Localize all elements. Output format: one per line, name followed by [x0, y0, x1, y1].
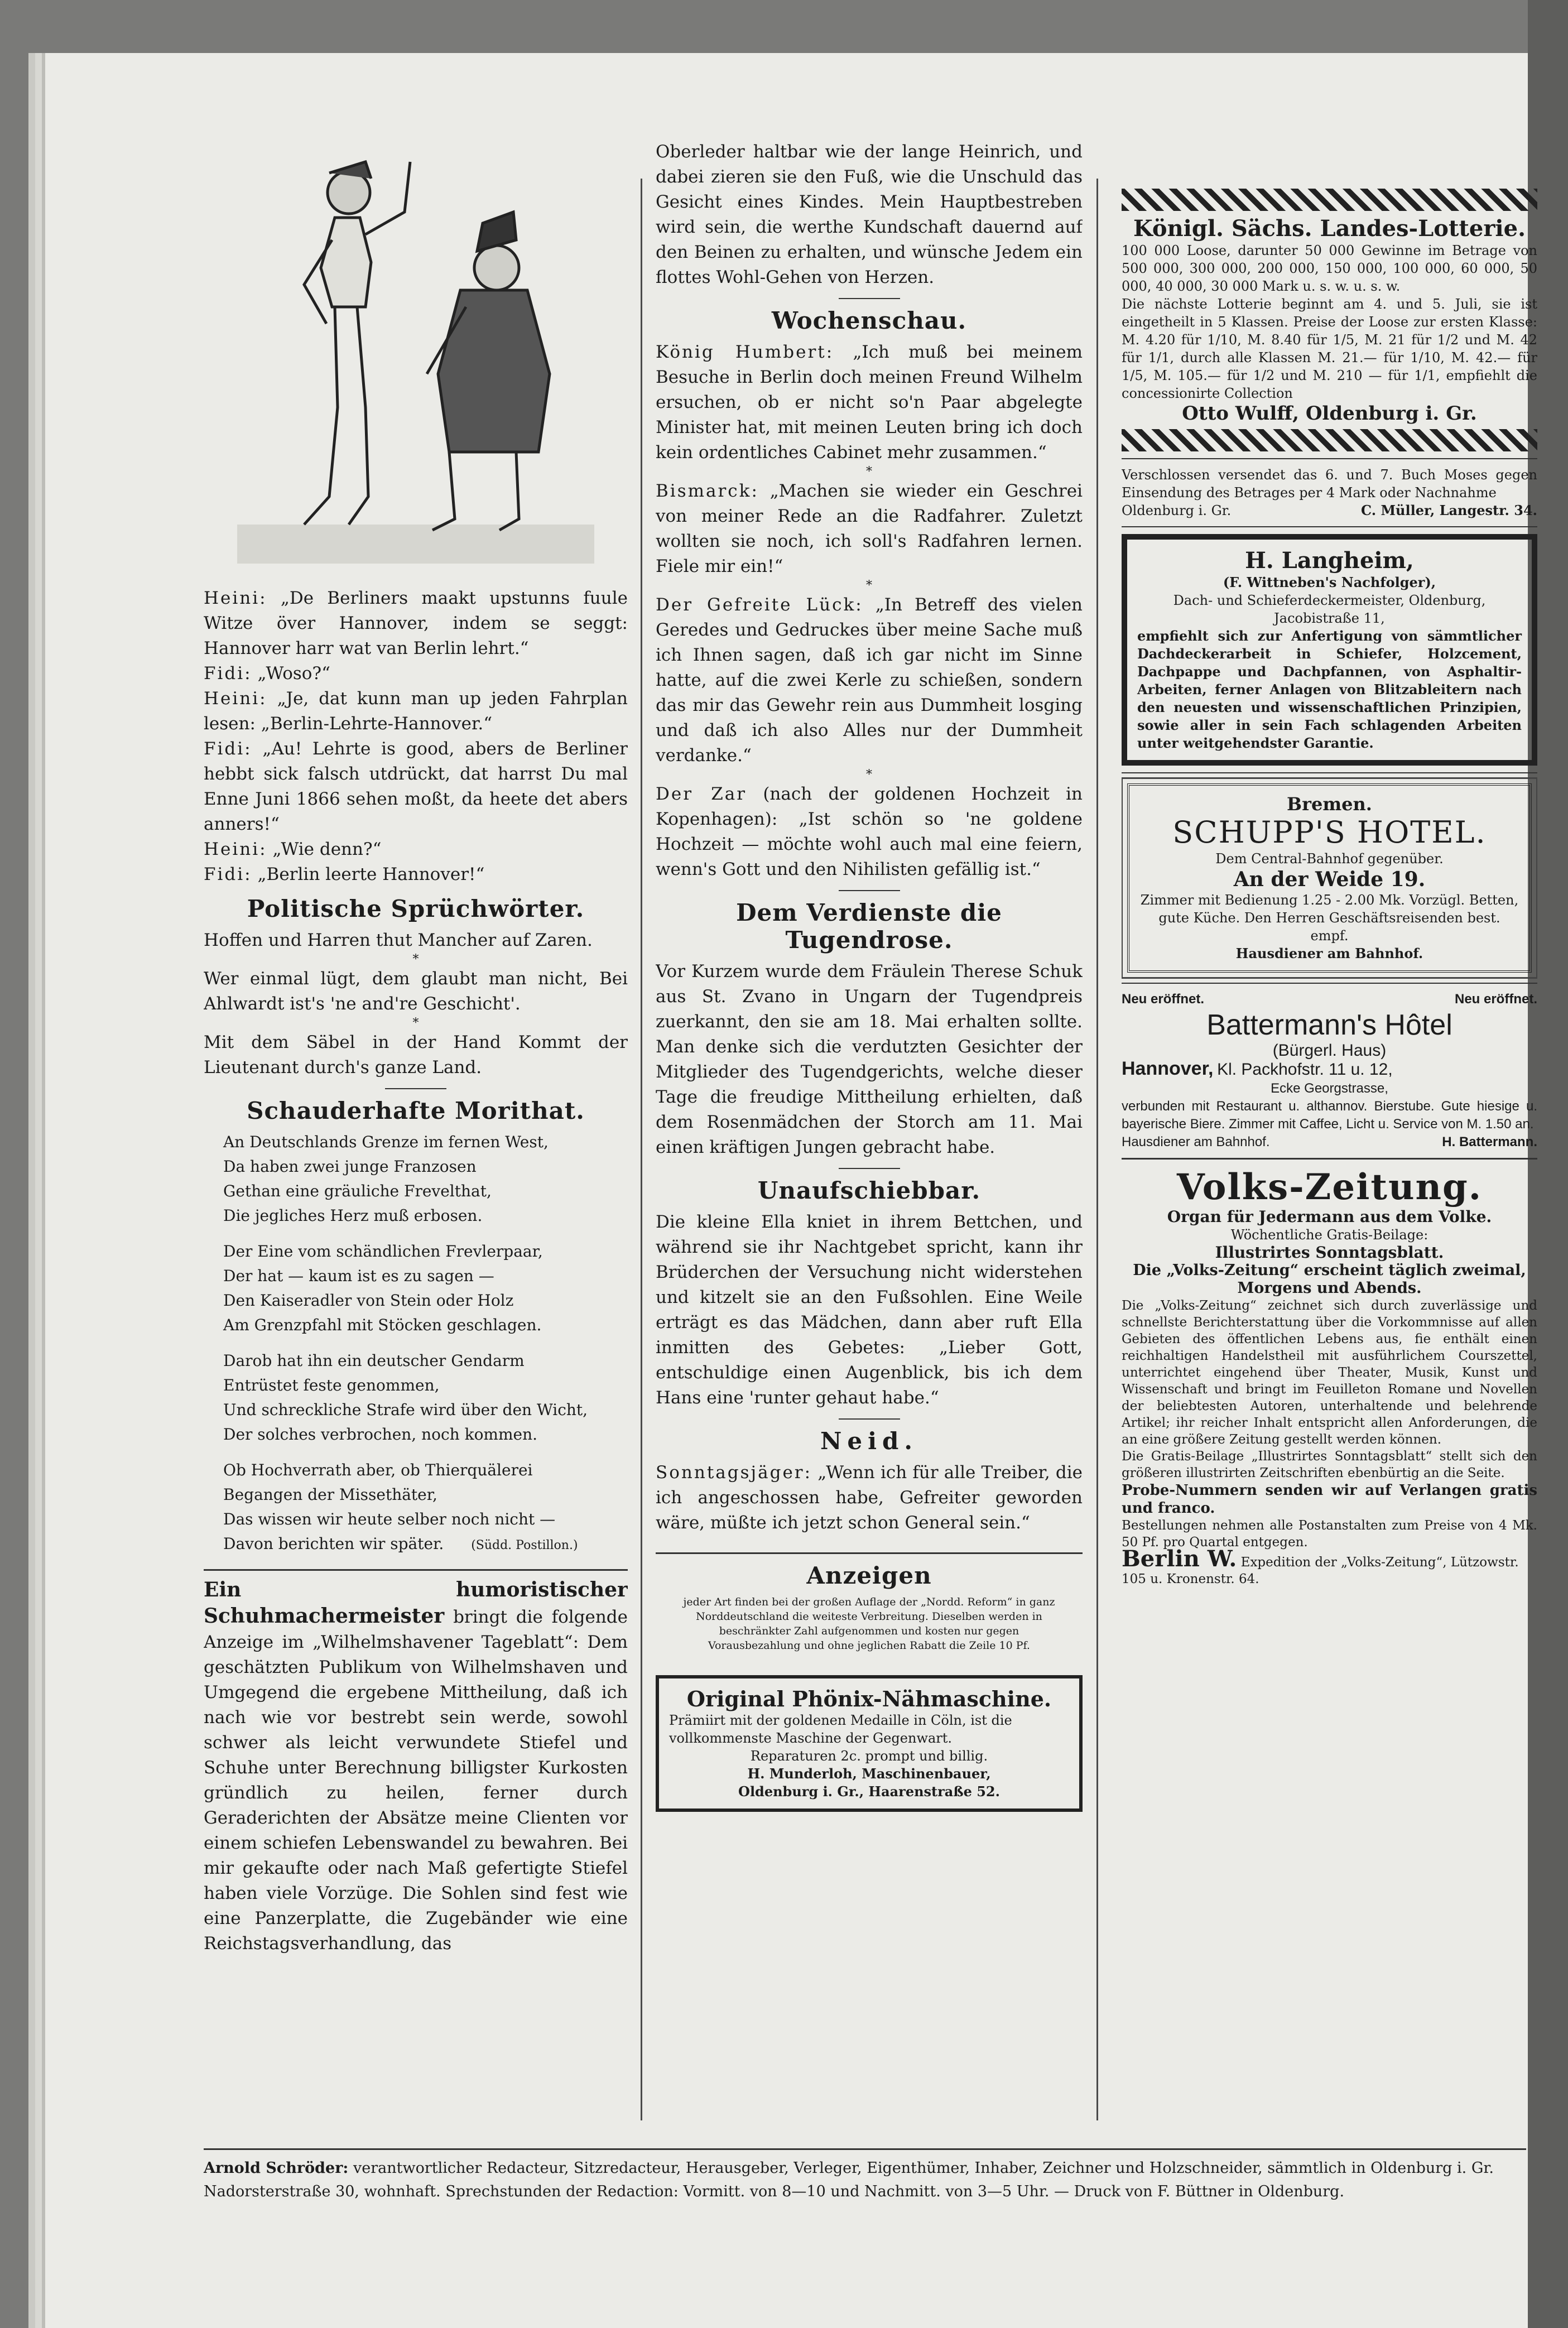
column-2 — [656, 140, 1083, 1812]
poem-line: Entrüstet feste genommen, — [223, 1376, 440, 1394]
dialog-line: Heini: „De Berliners maakt upstunns fuule Witze över Hannover, indem se seggt: Hannover harr wat van Berlin lehrt.“ — [204, 588, 628, 658]
wochenschau-item: König Humbert: „Ich muß bei meinem Besuche in Berlin doch meinen Freund Wilhelm ersuchen, ob er nicht so'n Paar abgelegte Minister hat, mit meinen Leuten bring ich doch kein ordentliches Cabinet mehr zusammen.“ — [656, 342, 1083, 463]
schuh-article: Ein humoristischer Schuhmachermeister bringt die folgende Anzeige im „Wilhelmshavener Tageblatt“: Dem geschätzten Publikum von Wilhelmshaven und Umgegend die ergebene Mittheilung, daß ich nach wie vor bestrebt sein werde, sowohl schwer als leicht verwundete Stiefel und Schuhe unter Berechnung billigster Kurkosten gründlich zu heilen, ferner durch Geraderichten der Absätze meine Clienten vor einem schiefen Lebenswandel zu bewahren. Bei mir gekaufte oder nach Maß gefertigte Stiefel haben viele Vorzüge. Die Sohlen sind fest wie eine Panzerplatte, die Zugebänder wie eine Reichstagsverhandlung, das — [204, 1578, 628, 1954]
phoenix-firm: H. Munderloh, Maschinenbauer, — [747, 1766, 991, 1782]
section-divider — [385, 1088, 446, 1089]
poem-line: Und schreckliche Strafe wird über den Wicht, — [223, 1401, 588, 1419]
verschlossen-footer: Oldenburg i. Gr. C. Müller, Langestr. 34. — [1122, 502, 1537, 518]
poem-line: An Deutschlands Grenze im fernen West, — [223, 1133, 549, 1151]
unaufschiebbar-text: Die kleine Ella kniet in ihrem Bettchen, und während sie ihr Nachtgebet spricht, kann ihr Brüderchen der Versuchung nicht widerstehen und kitzelt sie an den Fußsohlen. Eine Weile erträgt es das Mädchen, dann aber ruft Ella inmitten des Gebetes: „Lieber Gott, entschuldige einen Augenblick, bis ich dem Hans eine 'runter gehaut habe.“ — [656, 1212, 1083, 1408]
moritat-heading: Schauderhafte Morithat. — [247, 1097, 585, 1124]
vz-probe: Probe-Nummern senden wir auf Verlangen gratis und franco. — [1122, 1482, 1537, 1517]
langheim-ad — [1122, 534, 1537, 766]
section-divider — [1122, 1158, 1537, 1160]
spruch-3: Mit dem Säbel in der Hand Kommt der Lieutenant durch's ganze Land. — [204, 1032, 628, 1078]
section-divider — [839, 890, 900, 891]
poem-line: Begangen der Missethäter, — [223, 1485, 437, 1504]
column-rule-1 — [641, 179, 642, 2120]
hotel-location: Dem Central-Bahnhof gegenüber. — [1215, 851, 1444, 867]
section-divider — [204, 1569, 628, 1571]
hotel-hausdiener: Hausdiener am Bahnhof. — [1235, 945, 1423, 961]
phoenix-title: Original Phönix-Nähmaschine. — [686, 1686, 1052, 1711]
imprint-text: verantwortlicher Redacteur, Sitzredacteur, Herausgeber, Verleger, Eigenthümer, Inhaber, Zeichner und Holzschneider, sämmtlich in Oldenburg i. Gr. Nadorsterstraße 30, wohnhaft. Sprechstunden der Redaction: Vormitt. von 8—10 und Nachmitt. von 3—5 Uhr. — Druck von F. Büttner in Oldenburg. — [204, 2159, 1494, 2200]
tugendrose-heading: Dem Verdienste die Tugendrose. — [736, 899, 1002, 954]
hotel-text: Zimmer mit Bedienung 1.25 - 2.00 Mk. Vorzügl. Betten, gute Küche. Den Herren Geschäftsreisenden best. empf. — [1140, 892, 1519, 944]
battermann-ad — [1122, 990, 1537, 1151]
spruch-2: Wer einmal lügt, dem glaubt man nicht, Bei Ahlwardt ist's 'ne and're Geschicht'. — [204, 969, 628, 1014]
langheim-desc: Dach- und Schieferdeckermeister, Oldenburg, Jacobistraße 11, — [1173, 593, 1486, 626]
volkszeitung-ad — [1122, 1166, 1537, 1588]
star-divider: * — [412, 953, 419, 966]
battermann-sub: (Bürgerl. Haus) — [1272, 1041, 1387, 1060]
battermann-corner: Ecke Georgstrasse, — [1271, 1081, 1388, 1096]
unaufschiebbar-heading: Unaufschiebbar. — [757, 1177, 981, 1204]
dialog-line: Heini: „Je, dat kunn man up jeden Fahrplan lesen: „Berlin-Lehrte-Hannover.“ — [204, 689, 628, 734]
hotel-city: Bremen. — [1287, 793, 1372, 815]
star-divider: * — [412, 1016, 419, 1030]
poem-line: Den Kaiseradler von Stein oder Holz — [223, 1291, 514, 1310]
anzeigen-text: jeder Art finden bei der großen Auflage der „Nordd. Reform“ in ganz Norddeutschland die weiteste Verbreitung. Dieselben werden in beschränkter Zahl aufgenommen und kosten nur gegen Vorausbezahlung und ohne jeglichen Rabatt die Zeile 10 Pf. — [683, 1596, 1055, 1652]
neid-heading: Neid. — [820, 1427, 918, 1455]
hotel-name: SCHUPP'S HOTEL. — [1172, 815, 1487, 850]
lotterie-terms: Die nächste Lotterie beginnt am 4. und 5. Juli, sie ist eingetheilt in 5 Klassen. Preise der Loose zur ersten Klasse: M. 4.20 für 1/10, M. 8.40 für 1/5, M. 21 für 1/2 und M. 42 für 1/1, durch alle Klassen M. 21.— für 1/10, M. 42.— für 1/5, M. 105.— für 1/2 und M. 210 — für 1/1, empfiehlt die concessionirte Collection — [1122, 296, 1537, 401]
wochenschau-item: Bismarck: „Machen sie wieder ein Geschrei von meiner Rede an die Radfahrer. Zuletzt wollten sie noch, ich soll's Radfahren lernen. Fiele mir ein!“ — [656, 481, 1083, 576]
vz-title: Volks-Zeitung. — [1176, 1166, 1483, 1208]
wochenschau-item: Der Zar (nach der goldenen Hochzeit in Kopenhagen): „Ist schön so 'ne goldene Hochzeit — möchte wohl auch mal eine feiern, wenn's Gott und den Nihilisten gefällig ist.“ — [656, 784, 1083, 879]
vz-text-2: Die Gratis-Beilage „Illustrirtes Sonntagsblatt“ stellt sich den größeren illustrirten Zeitschriften ebenbürtig an die Seite. — [1122, 1449, 1537, 1480]
poem-line: Gethan eine gräuliche Frevelthat, — [223, 1182, 492, 1200]
phoenix-text: Prämiirt mit der goldenen Medaille in Cöln, ist die vollkommenste Maschine der Gegenwart. — [669, 1713, 1012, 1746]
star-divider: * — [866, 768, 872, 782]
section-divider — [839, 298, 900, 299]
imprint-footer — [204, 2148, 1526, 2204]
langheim-title: H. Langheim, — [1245, 547, 1414, 574]
dialog-line: Fidi: „Woso?“ — [204, 663, 330, 684]
dialog-line: Heini: „Wie denn?“ — [204, 839, 382, 859]
stanza — [223, 1130, 628, 1228]
verschlossen-text: Verschlossen versendet das 6. und 7. Buch Moses gegen Einsendung des Betrages per 4 Mark oder Nachnahme — [1122, 467, 1537, 501]
star-divider: * — [866, 579, 872, 593]
moritat-poem — [204, 1130, 628, 1558]
schupps-hotel-ad — [1127, 783, 1532, 973]
section-divider — [656, 1552, 1083, 1554]
column-rule-2 — [1096, 179, 1098, 2120]
spruch-1: Hoffen und Harren thut Mancher auf Zaren. — [204, 930, 593, 950]
poem-line: Der hat — kaum ist es zu sagen — — [223, 1267, 494, 1285]
poem-line: Der Eine vom schändlichen Frevlerpaar, — [223, 1242, 543, 1261]
section-divider — [1122, 526, 1537, 527]
stanza — [223, 1349, 628, 1447]
column-3 — [1122, 184, 1537, 1588]
lotterie-title: Königl. Sächs. Landes-Lotterie. — [1133, 215, 1526, 242]
phoenix-address: Oldenburg i. Gr., Haarenstraße 52. — [738, 1783, 1000, 1800]
zigzag-border — [1122, 429, 1537, 451]
star-divider: * — [866, 465, 872, 479]
battermann-address: Hannover, Kl. Packhofstr. 11 u. 12, — [1122, 1058, 1393, 1079]
lotterie-prizes: 100 000 Loose, darunter 50 000 Gewinne im Betrage von 500 000, 300 000, 200 000, 150 000, 100 000, 60 000, 50 000, 40 000, 30 000 Mark u. s. w. u. s. w. — [1122, 243, 1537, 294]
stanza — [223, 1239, 628, 1338]
vz-text: Die „Volks-Zeitung“ zeichnet sich durch zuverlässige und schnellste Berichterstattung über die Vorkommnisse auf allen Gebieten des öffentlichen Lebens aus, fie enthält einen reichhaltigen Handelstheil mit ausführlichem Courszettel, unterrichtet eingehend über Theater, Musik, Kunst und Wissenschaft und bringt im Feuilleton Romane und Novellen der beliebtesten Autoren, unterhaltende und belehrende Artikel; ihr reicher Inhalt entspricht allen Anforderungen, die an eine größere Zeitung gestellt werden können. — [1122, 1298, 1537, 1447]
langheim-sub: (F. Wittneben's Nachfolger), — [1223, 574, 1436, 590]
sprueche-heading: Politische Sprüchwörter. — [247, 895, 585, 922]
lotterie-firm: Otto Wulff, Oldenburg i. Gr. — [1182, 402, 1477, 425]
imprint-name: Arnold Schröder: — [204, 2159, 349, 2177]
phoenix-repair: Reparaturen 2c. prompt und billig. — [750, 1748, 988, 1764]
wochenschau-item: Der Gefreite Lück: „In Betreff des vielen Geredes und Gedruckes über meine Sache muß ich Ihnen sagen, daß ich gar nicht im Sinne hatte, auf die zwei Kerle zu schießen, sondern das mir das Gewehr rein aus Dummheit losging und daß ich also Alles nur der Dummheit verdanke.“ — [656, 595, 1083, 766]
stanza — [223, 1458, 628, 1558]
poem-line: Darob hat ihn ein deutscher Gendarm — [223, 1351, 525, 1370]
vz-expedition: Berlin W. Expedition der „Volks-Zeitung“, Lützowstr. 105 u. Kronenstr. 64. — [1122, 1546, 1519, 1586]
battermann-footer: Hausdiener am Bahnhof. H. Battermann. — [1122, 1134, 1537, 1149]
section-divider — [1122, 458, 1537, 459]
tugendrose-text: Vor Kurzem wurde dem Fräulein Therese Schuk aus St. Zvano in Ungarn der Tugendpreis zuerkannt, den sie am 18. Mai erhalten sollte. Man denke sich die verdutzten Gesichter der Mitglieder des Tugendgerichts, welche dieser Tage die freudige Mittheilung erhielten, daß dem Rosenmädchen der Storch am 11. Mai einen kräftigen Jungen gebracht habe. — [656, 961, 1083, 1157]
phoenix-ad — [656, 1675, 1083, 1812]
vz-erscheint: Die „Volks-Zeitung“ erscheint täglich zweimal, Morgens und Abends. — [1133, 1262, 1526, 1297]
vz-sonntagsblatt: Illustrirtes Sonntagsblatt. — [1215, 1243, 1444, 1262]
poem-line: Das wissen wir heute selber noch nicht — — [223, 1510, 556, 1528]
poem-line: Da haben zwei junge Franzosen — [223, 1157, 477, 1176]
column-1 — [204, 140, 628, 1956]
hotel-address: An der Weide 19. — [1233, 868, 1426, 891]
battermann-text: verbunden mit Restaurant u. althannov. Bierstube. Gute hiesige u. bayerische Biere. Zimmer mit Caffee, Licht u. Service von M. 1.50 an. — [1122, 1099, 1537, 1132]
schuh-heading: Ein humoristischer Schuhmachermeister — [204, 1578, 628, 1628]
zigzag-border — [1122, 189, 1537, 211]
dialog-line: Fidi: „Au! Lehrte is good, abers de Berliner hebbt sick falsch utdrückt, dat harrst Du mal Enne Juni 1866 sehen moßt, da heete det abers anners!“ — [204, 739, 628, 834]
poem-line: Am Grenzpfahl mit Stöcken geschlagen. — [223, 1316, 542, 1334]
vz-bestellungen: Bestellungen nehmen alle Postanstalten zum Preise von 4 Mk. 50 Pf. pro Quartal entgegen. — [1122, 1518, 1537, 1550]
dialog-block — [204, 586, 628, 887]
wochenschau-heading: Wochenschau. — [771, 307, 967, 334]
verschlossen-ad — [1122, 466, 1537, 520]
anzeigen-heading: Anzeigen — [806, 1562, 932, 1589]
schuh-continued: Oberleder haltbar wie der lange Heinrich, und dabei zieren sie den Fuß, wie die Unschuld das Gesicht eines Kindes. Mein Hauptbestreben wird sein, die werthe Kundschaft dauernd auf den Beinen zu erhalten, und wünsche Jedem ein flottes Wohl-Gehen von Herzen. — [656, 142, 1083, 287]
poem-line: Davon berichten wir später. (Südd. Postillon.) — [223, 1535, 578, 1553]
vz-beilage: Wöchentliche Gratis-Beilage: — [1230, 1227, 1428, 1243]
neid-text: Sonntagsjäger: „Wenn ich für alle Treiber, die ich angeschossen habe, Gefreiter geworden wäre, müßte ich jetzt schon General sein.“ — [656, 1463, 1083, 1533]
poem-line: Ob Hochverrath aber, ob Thierquälerei — [223, 1461, 533, 1479]
dialog-line: Fidi: „Berlin leerte Hannover!“ — [204, 864, 485, 884]
section-divider — [839, 1168, 900, 1169]
cartoon-illustration — [237, 140, 594, 580]
poem-line: Der solches verbrochen, noch kommen. — [223, 1425, 538, 1444]
langheim-text: empfiehlt sich zur Anfertigung von sämmtlicher Dachdeckerarbeit in Schiefer, Holzcement, Dachpappe und Dachpfannen, von Asphaltir-Arbeiten, ferner Anlagen von Blitzableitern nach den neuesten und wissenschaftlichen Prinzipien, sowie aller in sein Fach schlagenden Arbeiten unter weitgehendster Garantie. — [1137, 628, 1522, 751]
section-divider — [839, 1418, 900, 1420]
section-divider — [1122, 772, 1537, 773]
poem-credit: (Südd. Postillon.) — [471, 1538, 578, 1552]
battermann-title: Battermann's Hôtel — [1206, 1009, 1452, 1041]
vz-subtitle: Organ für Jedermann aus dem Volke. — [1167, 1208, 1492, 1226]
section-divider — [1122, 983, 1537, 984]
poem-line: Die jegliches Herz muß erbosen. — [223, 1206, 483, 1225]
battermann-new: Neu eröffnet. Neu eröffnet. — [1122, 992, 1537, 1007]
lotterie-ad — [1122, 189, 1537, 451]
